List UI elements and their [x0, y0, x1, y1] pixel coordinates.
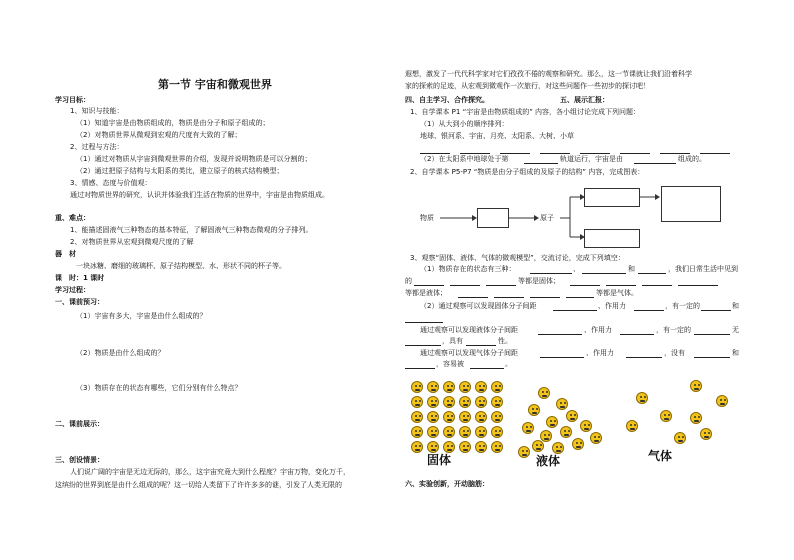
- diagram-box-parts: [661, 186, 721, 222]
- goal-2b: （2）通过把原子结构与太阳系的类比，建立原子的核式结构模型；: [76, 167, 284, 175]
- equipment-heading: 器 材: [55, 250, 76, 258]
- molecule-dot: [560, 426, 572, 438]
- item-3f-4: 和: [732, 349, 739, 357]
- molecule-dot: [580, 420, 592, 432]
- molecule-dot: [459, 441, 471, 453]
- goal-1: 1、知识与技能：: [70, 107, 124, 115]
- item-3: 3、观察“固体、液体、气体的微观模型”，交流讨论，完成下列填空：: [410, 254, 625, 262]
- molecule-dot: [626, 420, 638, 432]
- key-1: 1、能描述固液气三种物态的基本特征，了解固液气三种物态微观的分子排列。: [70, 226, 313, 234]
- molecule-dot: [427, 411, 439, 423]
- diagram-box-electron: [584, 229, 640, 248]
- molecule-dot: [540, 430, 552, 442]
- scenario-line-2: 这缤纷的世界到底是由什么组成的呢？这一切给人类留下了许许多多的谜，引发了人类无限的: [55, 481, 342, 489]
- question-1: （1）宇宙有多大，宇宙是由什么组成的？: [76, 312, 207, 320]
- item-1c: （2）在太阳系中地球处于第: [420, 155, 509, 163]
- scenario-line-1: 人们说广阔的宇宙是无边无际的，那么，这宇宙究竟大到什么程度？宇宙万物，变化万千，: [70, 468, 350, 476]
- molecule-dot: [459, 381, 471, 393]
- item-3b-liquid: 等都是液体；: [405, 289, 447, 297]
- molecule-dot: [566, 410, 578, 422]
- item-3c-4: 和: [732, 302, 739, 310]
- molecule-dot: [528, 404, 540, 416]
- molecule-dot: [590, 432, 602, 444]
- item-1: 1、自学课本 P1 “宇宙是由物质组成的” 内容，各小组讨论完成下列问题：: [410, 108, 641, 116]
- molecule-dot: [475, 411, 487, 423]
- item-3e-2: 性。: [498, 337, 512, 345]
- section-display: 二、课前展示：: [55, 420, 104, 428]
- item-3g: ，容易被: [436, 360, 464, 368]
- molecule-dot: [443, 396, 455, 408]
- item-3f-2: 、作用力: [586, 349, 614, 357]
- item-3e: ，具有: [442, 337, 463, 345]
- item-2: 2、自学课本 P5-P7 “物质是由分子组成的及原子的结构” 内容，完成图表：: [410, 168, 645, 176]
- item-3c: （2）通过观察可以发现固体分子间距: [420, 302, 537, 310]
- liquid-label: 液体: [536, 454, 561, 468]
- section-self-study: 四、自主学习、合作探究。: [405, 96, 489, 104]
- section-preview: 一、课前预习：: [55, 298, 104, 306]
- diagram-box-nucleus: [584, 188, 640, 207]
- molecule-dot: [518, 446, 530, 458]
- item-3f: 通过观察可以发现气体分子间距: [420, 349, 518, 357]
- item-3d-3: ，有一定的: [656, 326, 691, 334]
- process-heading: 学习过程：: [55, 286, 90, 294]
- molecule-dot: [443, 411, 455, 423]
- item-3b-pre: 的: [405, 277, 412, 285]
- diagram-atom-label: 原子: [540, 214, 554, 222]
- molecule-dot: [427, 396, 439, 408]
- item-3g-2: 。: [505, 360, 512, 368]
- molecule-dot: [660, 410, 672, 422]
- item-1a: （1）从大到小的顺序排列：: [420, 120, 509, 128]
- question-3: （3）物质存在的状态有哪些，它们分别有什么特点？: [76, 384, 242, 392]
- molecule-dot: [411, 396, 423, 408]
- item-3d-4: 无: [732, 326, 739, 334]
- item-3b-solid: 等都是固体；: [518, 277, 560, 285]
- molecule-dot: [475, 441, 487, 453]
- molecule-dot: [459, 411, 471, 423]
- molecule-dot: [700, 428, 712, 440]
- molecule-dot: [411, 441, 423, 453]
- diagram-matter-label: 物质: [420, 214, 434, 222]
- gas-label: 气体: [648, 449, 673, 463]
- page-title: 第一节 宇宙和微观世界: [158, 78, 272, 91]
- molecule-dot: [546, 416, 558, 428]
- diagram-box-molecule: [477, 208, 509, 228]
- molecule-dot: [443, 381, 455, 393]
- molecule-dot: [690, 412, 702, 424]
- molecule-dot: [475, 381, 487, 393]
- item-3c-2: 、作用力: [598, 302, 626, 310]
- section-experiment: 六、实验创新，开动脑筋：: [405, 480, 489, 488]
- item-3f-3: ，没有: [664, 349, 685, 357]
- molecule-dot: [491, 441, 503, 453]
- item-3c-3: ，有一定的: [665, 302, 700, 310]
- molecule-dot: [475, 426, 487, 438]
- question-2: （2）物质是由什么组成的？: [76, 349, 165, 357]
- molecule-dot: [427, 381, 439, 393]
- molecule-dot: [411, 381, 423, 393]
- intro-line-1: 遐想，激发了一代代科学家对它们孜孜不倦的观察和研究。那么，这一节课就让我们沿着科学: [405, 70, 692, 78]
- item-1c-2: 轨道运行，宇宙是由: [560, 155, 623, 163]
- molecule-dot: [556, 398, 568, 410]
- item-1c-3: 组成的。: [678, 155, 706, 163]
- molecule-dot: [427, 426, 439, 438]
- goal-3: 3、情感、态度与价值观：: [70, 179, 152, 187]
- molecule-dot: [491, 411, 503, 423]
- molecule-dot: [716, 395, 728, 407]
- goals-heading: 学习目标：: [55, 96, 90, 104]
- goal-1b: （2）对物质世界从微观到宏观的尺度有大致的了解；: [76, 131, 242, 139]
- goal-2a: （1）通过对物质从宇宙到微观世界的介绍，发现并说明物质是可以分割的；: [76, 155, 312, 163]
- key-heading: 重、难点：: [55, 214, 90, 222]
- item-3a-sep: 、: [573, 265, 580, 273]
- item-3d-2: 、作用力: [584, 326, 612, 334]
- item-3b-gas: 等都是气体。: [596, 289, 638, 297]
- molecule-dot: [459, 426, 471, 438]
- molecule-dot: [538, 387, 550, 399]
- key-2: 2、对物质世界从宏观到微观尺度的了解: [70, 238, 194, 246]
- section-scenario: 三、创设情景：: [55, 456, 104, 464]
- molecule-dot: [690, 380, 702, 392]
- molecule-dot: [522, 422, 534, 434]
- molecule-dot: [411, 411, 423, 423]
- goal-3a: 通过对物质世界的研究，认识并体验我们生活在物质的世界中，宇宙是由物质组成。: [70, 191, 329, 199]
- molecule-dot: [491, 426, 503, 438]
- item-3d: 通过观察可以发现液体分子间距: [420, 326, 518, 334]
- item-3a-end: ，我们日常生活中见到: [668, 265, 738, 273]
- molecule-dot: [572, 438, 584, 450]
- section-report: 五、展示汇报：: [560, 96, 609, 104]
- molecule-dot: [475, 396, 487, 408]
- molecule-dot: [411, 426, 423, 438]
- molecule-dot: [636, 392, 648, 404]
- molecule-dot: [459, 396, 471, 408]
- goal-2: 2、过程与方法：: [70, 143, 124, 151]
- equipment-text: 一块冰糖、磨细的玻璃杯、原子结构模型、水、形状不同的杯子等。: [76, 262, 286, 270]
- class-hours: 课 时：1 课时: [55, 274, 105, 282]
- molecule-dot: [491, 381, 503, 393]
- item-3a: （1）物质存在的状态有三种：: [420, 265, 516, 273]
- molecule-dot: [532, 440, 544, 452]
- item-1b: 地球、银河系、宇宙、月亮、太阳系、大树、小草: [420, 132, 574, 140]
- item-3a-and: 和: [628, 265, 635, 273]
- goal-1a: （1）知道宇宙是由物质组成的，物质是由分子和原子组成的；: [76, 119, 270, 127]
- molecule-dot: [491, 396, 503, 408]
- intro-line-2: 家的探索的足迹，从宏观到微观作一次旅行，对这些问题作一些初步的探讨吧！: [405, 82, 650, 90]
- solid-label: 固体: [427, 453, 452, 467]
- molecule-dot: [443, 426, 455, 438]
- molecule-dot: [674, 432, 686, 444]
